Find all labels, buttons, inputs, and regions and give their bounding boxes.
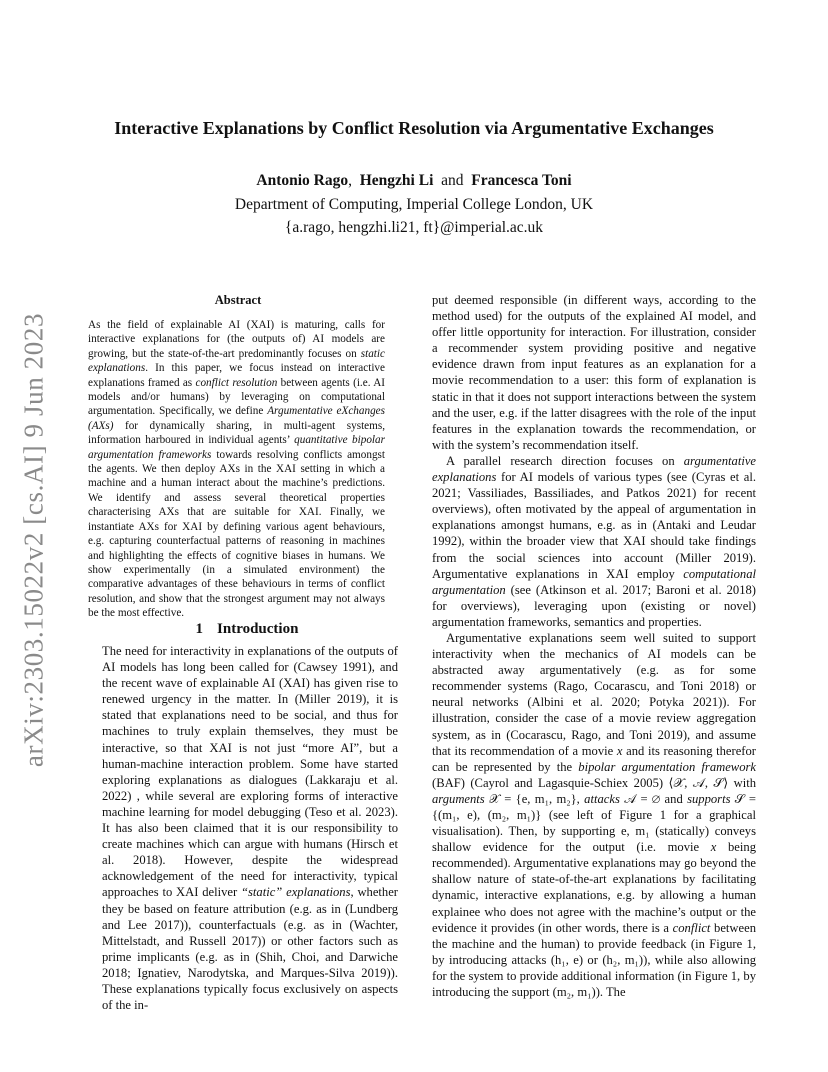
author-name: Francesca Toni — [471, 172, 572, 189]
left-column-body — [102, 643, 398, 1013]
author-name: Antonio Rago — [256, 172, 349, 189]
author-list: Antonio Rago, Hengzhi Li and Francesca Toni — [256, 172, 572, 189]
intro-paragraph-1-continued: put deemed responsible (in different ways, according to the method used) for the outputs of the explained AI model, and offer little opportunity for interaction. For illustration, consider a recommender system providing positive and negative evidence drawn from input features as an explanation for a movie recommendation to a user: this form of explanation is static in that it does not support interactions between the system and the user, e.g. if the latter disagrees with the role of the input features in the explanation towards the recommendation, or with the system’s recommendation itself. — [432, 293, 756, 452]
section-number: 1 — [195, 621, 204, 637]
abstract-body — [88, 318, 385, 621]
intro-paragraph-1: The need for interactivity in explanations of the outputs of AI models has long been called for (Cawsey 1991), and the recent wave of explainable AI (XAI) has given rise to renewed urgency in the matter. In (Miller 2019), it is stated that explanations need to be social, and thus for machines to truly explain themselves, they must be interactive, so that XAI is not just “more AI”, but a human-machine interaction problem. Some have started exploring explanations as dialogues (Lakkaraju et al. 2022) , while several are exploring forms of interactive machine learning for model debugging (Teso et al. 2023). It has also been claimed that it is our responsibility to create machines which can argue with humans (Hirsch et al. 2018). However, despite the widespread acknowledgement of the need for interactivity, typical approaches to XAI deliver “static” explanations, whether they be based on feature attribution (e.g. as in (Lundberg and Lee 2017)), counterfactuals (e.g. as in (Wachter, Mittelstadt, and Russell 2017)) or other factors such as prime implicants (e.g. as in (Shih, Choi, and Darwiche 2018; Ignatiev, Narodytska, and Marques-Silva 2019)). These explanations typically focus exclusively on aspects of the in- — [102, 644, 398, 1013]
right-column-body — [432, 292, 756, 1000]
intro-paragraph-3: Argumentative explanations seem well suited to support interactivity when the mechanics of AI models can be abstracted away argumentatively (e.g. as for some recommender systems (Rago, Cocarascu, and Toni 2018) or neural networks (Albini et al. 2020; Potyka 2021)). For illustration, consider the case of a movie review aggregation system, as in (Cocarascu, Rago, and Toni 2019), and assume that its recommendation of a movie x and its reasoning therefor can be represented by the bipolar argumentation framework (BAF) (Cayrol and Lagasquie-Schiex 2005) ⟨𝒳, 𝒜, 𝒮⟩ with arguments 𝒳 = {e, m₁, m₂}, attacks 𝒜 = ∅ and supports 𝒮 = {(m₁, e), (m₂, m₁)} (see left of Figure 1 for a graphical visualisation). Then, by supporting e, m₁ (statically) conveys shallow evidence for the output (i.e. movie x being recommended). Argumentative explanations may go beyond the shallow nature of state-of-the-art explanations by facilitating dynamic, interactive explanations, e.g. by allowing a human explainee who does not agree with the machine’s output or the evidence it provides (in other words, there is a conflict between the machine and the human) to provide feedback (in Figure 1, by introducing attacks (h₁, e) or (h₂, m₁)), while also allowing for the system to provide additional information (in Figure 1, by introducing the support (m₂, m₁)). The — [432, 630, 756, 1000]
arxiv-identifier: arXiv:2303.15022v2 [cs.AI] 9 Jun 2023 — [18, 312, 49, 768]
abstract-paragraph: As the field of explainable AI (XAI) is maturing, calls for interactive explanations for (the outputs of) AI models are growing, but the state-of-the-art predominantly focuses on static explanations. In this paper, we focus instead on interactive explanations framed as conflict resolution between agents (i.e. AI models and/or humans) by leveraging on computational argumentation. Specifically, we define Argumentative eXchanges (AXs) for dynamically sharing, in multi-agent systems, information harboured in individual agents’ quantitative bipolar argumentation frameworks towards resolving conflicts amongst the agents. We then deploy AXs in the XAI setting in which a machine and a human interact about the machine’s predictions. We identify and assess several theoretical properties characterising AXs that are suitable for XAI. Finally, we instantiate AXs for XAI by defining various agent behaviours, e.g. capturing counterfactual patterns of reasoning in machines and highlighting the effects of cognitive biases in humans. We show experimentally (in a simulated environment) the comparative advantages of these behaviours in terms of conflict resolution, and show that the strongest argument may not always be the most effective. — [88, 319, 385, 620]
section-heading-introduction — [102, 621, 392, 638]
intro-paragraph-2: A parallel research direction focuses on argumentative explanations for AI models of various types (see (Cyras et al. 2021; Vassiliades, Bassiliades, and Patkos 2021) for recent overviews), often motivated by the appeal of argumentation in explanations amongst humans, e.g. as in (Antaki and Leudar 1992), within the broader view that XAI should take findings from the social sciences into account (Miller 2019). Argumentative explanations in XAI employ computational argumentation (see (Atkinson et al. 2017; Baroni et al. 2018) for overviews), leveraging upon (existing or novel) argumentation frameworks, semantics and properties. — [432, 453, 756, 629]
author-conjunction: and — [441, 172, 464, 189]
arxiv-sidebar-stamp — [14, 300, 54, 780]
author-name: Hengzhi Li — [359, 172, 434, 189]
paper-title: Interactive Explanations by Conflict Resolution via Argumentative Exchanges — [114, 118, 714, 138]
author-emails: {a.rago, hengzhi.li21, ft}@imperial.ac.uk — [284, 219, 544, 236]
affiliation: Department of Computing, Imperial College London, UK — [234, 196, 594, 213]
section-title: Introduction — [217, 621, 299, 637]
abstract-heading: Abstract — [214, 293, 262, 307]
